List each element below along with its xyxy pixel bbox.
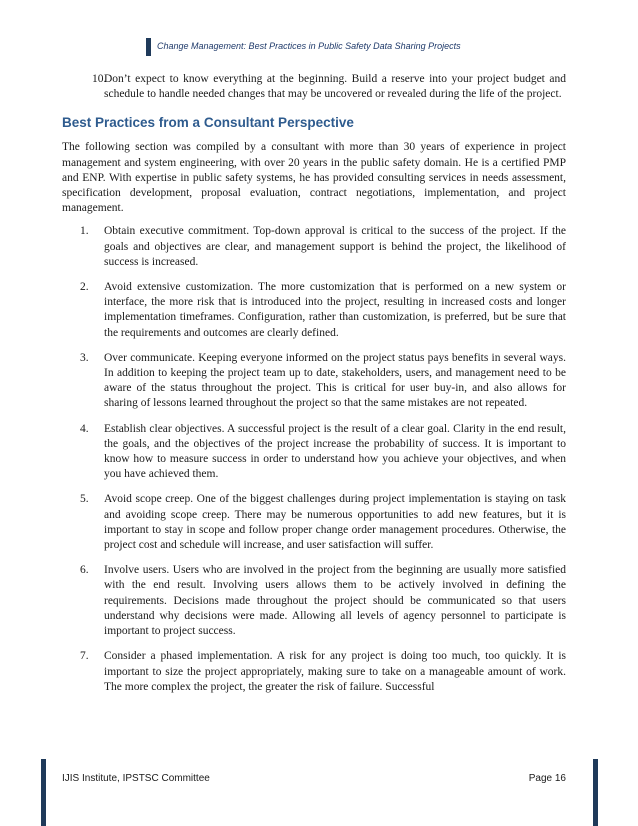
list-item <box>62 422 566 483</box>
list-item <box>62 492 566 553</box>
list-number: 10. <box>92 73 107 85</box>
list-item <box>62 649 566 695</box>
list-item <box>62 351 566 412</box>
list-text: Avoid scope creep. One of the biggest challenges during project implementation is staying on task and avoiding scope creep. There may be numerous opportunities to add new features, but it is important to stay in scope and follow proper change order management procedures. Otherwise, the project cost and schedule will increase, and user satisfaction will suffer. <box>104 493 566 552</box>
list-item-10 <box>62 72 566 102</box>
header-accent-bar <box>146 38 151 56</box>
list-item <box>62 280 566 341</box>
list-number: 6. <box>80 564 89 577</box>
running-header: Change Management: Best Practices in Public Safety Data Sharing Projects <box>157 41 461 51</box>
footer-accent-bar-left <box>41 759 46 826</box>
list-text: Obtain executive commitment. Top-down approval is critical to the success of the project. If the goals and objectives are clear, and management support is behind the project, the likelihood of success is increased. <box>104 225 566 268</box>
list-number: 1. <box>80 225 89 238</box>
list-text: Don’t expect to know everything at the beginning. Build a reserve into your project budget and schedule to handle needed changes that may be uncovered or revealed during the life of the project. <box>104 73 566 101</box>
page-body <box>62 72 566 705</box>
list-text: Over communicate. Keeping everyone informed on the project status pays benefits in several ways. In addition to keeping the project team up to date, stakeholders, users, and management need to be aware of the status throughout the project. This is critical for user buy-in, and also allows for sharing of lessons learned throughout the project so that the same mistakes are not repeated. <box>104 351 566 410</box>
footer-accent-bar-right <box>593 759 598 826</box>
list-text: Avoid extensive customization. The more customization that is performed on a new system or interface, the more risk that is introduced into the project, resulting in increased costs and longer implementation timeframes. Configuration, rather than customization, is preferred, but be sure that the requirements and outcomes are clearly defined. <box>104 281 566 339</box>
list-text: Consider a phased implementation. A risk for any project is doing too much, too quickly. It is important to size the project appropriately, making sure to take on a manageable amount of work. The more complex the project, the greater the risk of failure. Successful <box>104 650 566 693</box>
list-number: 3. <box>80 351 89 364</box>
list-item <box>62 224 566 270</box>
page-number: Page 16 <box>528 773 566 784</box>
footer-organization: IJIS Institute, IPSTSC Committee <box>62 773 210 784</box>
list-number: 7. <box>80 650 89 663</box>
practices-list <box>62 224 566 694</box>
list-text: Establish clear objectives. A successful project is the result of a clear goal. Clarity in the end result, the goals, and the objectives of the project increase the probability of success. It is important to know how to measure success in order to understand how you achieve your objectives, and when you have achieved them. <box>104 422 566 481</box>
list-number: 5. <box>80 493 89 506</box>
section-heading: Best Practices from a Consultant Perspective <box>62 115 354 131</box>
list-text: Involve users. Users who are involved in the project from the beginning are usually more satisfied with the end result. Involving users allows them to be actively involved in defining the requirements. Decisions made throughout the project should be communicated so that users understand why decisions were made. Allowing all levels of agency personnel to participate is important to project success. <box>104 564 566 638</box>
list-number: 4. <box>80 422 89 435</box>
list-item <box>62 563 566 639</box>
list-number: 2. <box>80 281 89 294</box>
intro-paragraph: The following section was compiled by a consultant with more than 30 years of experience in project management and system engineering, with over 20 years in the public safety domain. He is a certified PMP and ENP. With expertise in public safety systems, he has provided consulting services in needs assessment, specification development, proposal evaluation, contract negotiations, implementation, and project management. <box>62 141 566 215</box>
